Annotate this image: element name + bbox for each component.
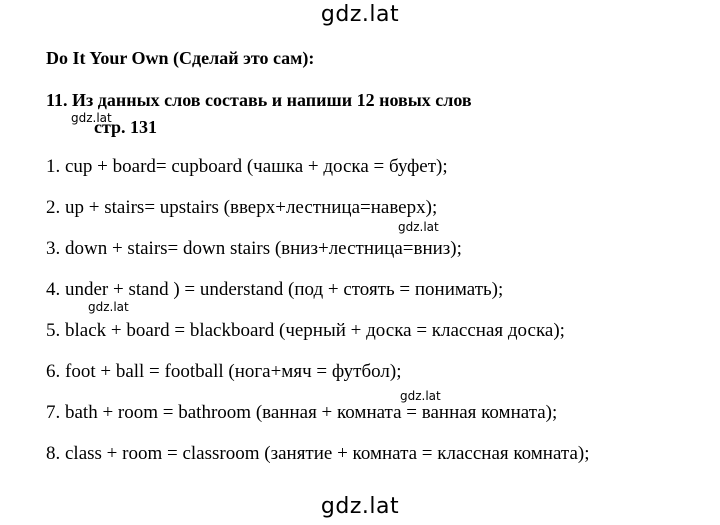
watermark-small: gdz.lat — [71, 111, 112, 125]
list-item: 1. cup + board= cupboard (чашка + доска = буфет); — [46, 156, 448, 177]
page-reference: стр. 131 — [94, 117, 158, 137]
watermark-bottom: gdz.lat — [320, 494, 400, 519]
list-item: 4. under + stand ) = understand (под + стоять = понимать); — [46, 279, 504, 300]
task-title: 11. Из данных слов составь и напиши 12 новых слов — [46, 90, 472, 110]
list-item: 5. black + board = blackboard (черный + доска = классная доска); — [46, 320, 565, 341]
watermark-small: gdz.lat — [400, 389, 441, 403]
watermark-small: gdz.lat — [88, 300, 129, 314]
watermark-small: gdz.lat — [398, 220, 439, 234]
list-item: 2. up + stairs= upstairs (вверх+лестница=наверх); — [46, 197, 438, 218]
list-item: 7. bath + room = bathroom (ванная + комната = ванная комната); — [46, 402, 558, 423]
section-title: Do It Your Own (Сделай это сам): — [46, 48, 315, 68]
list-item: 3. down + stairs= down stairs (вниз+лестница=вниз); — [46, 238, 462, 259]
list-item: 6. foot + ball = football (нога+мяч = футбол); — [46, 361, 402, 382]
watermark-top: gdz.lat — [320, 2, 400, 27]
list-item: 8. class + room = classroom (занятие + комната = классная комната); — [46, 443, 590, 464]
